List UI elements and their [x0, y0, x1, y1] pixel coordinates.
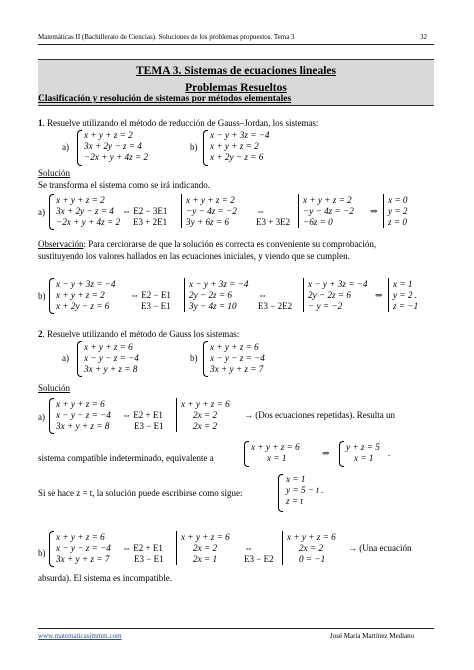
p2-param-text: Si se hace z = t, la solución puede escribirse como sigue:	[38, 488, 243, 498]
p2-sa-system-1: x + y + z = 6 x − y − z = −4 3x + y + z = 8	[56, 399, 111, 431]
p2-a-brace	[77, 341, 82, 377]
header-rule	[38, 44, 434, 45]
p1-sa-system-4: x = 0 y = 2 z = 0	[388, 195, 408, 227]
p2-b-brace	[203, 341, 208, 377]
p2-sb-label: b)	[38, 548, 46, 558]
p2-solution-label: Solución	[38, 383, 71, 393]
p1-sa-bracket-2	[181, 194, 182, 228]
p1-b-label: b)	[190, 142, 198, 152]
p2-compat-brace-1	[244, 441, 249, 467]
p1-observation-2: sustituyendo los valores hallados en las ecuaciones iniciales, y viendo que se cumplen.	[38, 251, 350, 261]
p1-solution-intro: Se transforma el sistema como se irá indicando.	[38, 180, 210, 190]
p1-sb-op2-a: ⇔	[258, 290, 267, 300]
p1-observation-1: Observación: Para cerciorarse de que la solución es correcta es conveniente su comprobación,	[38, 239, 377, 249]
p1-sb-brace-1	[49, 278, 54, 314]
p1-sb-bracket-3	[303, 278, 304, 312]
p2-compat-system-2: y + z = 5 x = 1	[346, 442, 380, 463]
p2-compat-brace-2	[339, 441, 344, 467]
p1-sa-brace-1	[49, 194, 54, 230]
problem-1-statement: 1. Resuelve utilizando el método de reducción de Gauss–Jordan, los sistemas:	[38, 118, 319, 128]
p1-sa-system-1: x + y + z = 2 3x + 2y − z = 4 −2x + y + 4z = 2	[56, 195, 121, 227]
p1-sb-system-3: x − y + 3z = −4 2y − 2z = 6 − y = −2	[308, 279, 368, 311]
p2-sb-note: → (Una ecuación	[348, 543, 412, 553]
p1-a-brace	[77, 130, 82, 166]
footer-rule	[38, 628, 434, 629]
p1-sa-label: a)	[38, 207, 45, 217]
p2-sb-op1-b: E3 − E1	[134, 554, 164, 564]
p2-sa-bracket-2	[176, 398, 177, 432]
p1-sa-system-2: x + y + z = 2 −y − 4z = −2 3y + 6z = 6	[186, 195, 237, 227]
p2-sb-system-3: x + y + z = 6 2x = 2 0 = −1	[287, 532, 336, 564]
p1-sa-op2-a: ⇔	[256, 206, 265, 216]
section-heading: Clasificación y resolución de sistemas por métodos elementales	[38, 94, 292, 104]
p2-b-label: b)	[190, 353, 198, 363]
p2-b-system: x + y + z = 6 x − y − z = −4 3x + y + z = 7	[210, 342, 265, 374]
title-line-2: Problemas Resueltos	[185, 82, 287, 94]
p1-sa-system-3: x + y + z = 2 −y − 4z = −2 −6z = 0	[303, 195, 354, 227]
p1-sa-op2-b: E3 + 3E2	[256, 217, 291, 227]
p1-sb-system-2: x − y + 3z = −4 2y − 2z = 6 3y − 4z = 10	[189, 279, 249, 311]
p2-a-label: a)	[62, 353, 69, 363]
p1-solution-label: Solución	[38, 168, 71, 178]
p2-a-system: x + y + z = 6 x − y − z = −4 3x + y + z = 8	[84, 342, 139, 374]
p2-sb-bracket-3	[282, 531, 283, 565]
p1-sb-op1-b: E3 − E1	[141, 301, 171, 311]
p2-compat-op: ⇒	[322, 448, 330, 458]
p2-sa-label: a)	[38, 412, 45, 422]
title-line-1: TEMA 3. Sistemas de ecuaciones lineales	[136, 65, 336, 77]
p2-sb-op1-a: ⇔ E2 + E1	[122, 543, 163, 553]
problem-1-number: 1	[38, 118, 43, 128]
p2-sb-op2-a: ⇔	[244, 543, 253, 553]
p2-sb-op2-b: E3 − E2	[244, 554, 274, 564]
p1-sb-op3: ⇒	[375, 290, 383, 300]
p2-compat-text: sistema compatible indeterminado, equivalente a	[38, 453, 214, 463]
p1-sa-op3: ⇒	[370, 206, 378, 216]
running-header: Matemáticas II (Bachillerato de Ciencias). Soluciones de los problemas propuestos. Tema 3	[38, 33, 295, 41]
p1-sa-op1-a: ⇔ E2 − 3E1	[122, 206, 168, 216]
p2-sb-system-2: x + y + z = 6 2x = 2 2x = 1	[181, 532, 230, 564]
footer-link[interactable]: www.matematicasjmmm.com	[38, 632, 122, 640]
p1-b-brace	[203, 130, 208, 166]
p2-compat-end: .	[388, 448, 391, 458]
p2-sa-note: → (Dos ecuaciones repetidas). Resulta un	[244, 410, 395, 420]
p2-sa-brace-1	[49, 398, 54, 434]
p2-sa-system-2: x + y + z = 6 2x = 2 2x = 2	[181, 399, 230, 431]
p1-b-system: x − y + 3z = −4 x + y + z = 2 x + 2y − z = 6	[210, 130, 270, 162]
p1-sb-op1-a: ⇔ E2 − E1	[130, 290, 171, 300]
p2-param-system: x = 1 y = 5 − t . z = t	[286, 474, 324, 506]
p1-sb-bracket-2	[184, 278, 185, 312]
problem-2-number: 2	[38, 329, 43, 339]
p2-sb-brace-1	[49, 531, 54, 567]
p2-sa-op1-b: E3 − E1	[134, 421, 164, 431]
p2-sa-op1-a: ⇔ E2 + E1	[122, 410, 163, 420]
footer-author: José María Martínez Mediano	[330, 632, 415, 640]
p1-sa-op1-b: E3 + 2E1	[133, 217, 168, 227]
p1-sa-bracket-3	[298, 194, 299, 228]
p1-sa-bracket-4	[383, 194, 384, 228]
p2-param-brace	[278, 474, 283, 512]
problem-2-statement: 2. Resuelve utilizando el método de Gauss los sistemas:	[38, 329, 240, 339]
p1-a-system: x + y + z = 2 3x + 2y − z = 4 −2x + y + 4z = 2	[84, 130, 149, 162]
p1-sb-label: b)	[38, 291, 46, 301]
p1-sb-bracket-4	[388, 278, 389, 312]
p2-sb-end: absurda). El sistema es incompatible.	[38, 573, 172, 583]
p1-sb-system-4: x = 1 y = 2 . z = −1	[393, 279, 419, 311]
p2-compat-system-1: x + y + z = 6 x = 1	[251, 442, 300, 463]
p1-a-label: a)	[62, 142, 69, 152]
p2-sb-bracket-2	[176, 531, 177, 565]
p1-sb-op2-b: E3 − 2E2	[258, 301, 293, 311]
p1-sb-system-1: x − y + 3z = −4 x + y + z = 2 x + 2y − z = 6	[56, 279, 116, 311]
p2-sb-system-1: x + y + z = 6 x − y − z = −4 3x + y + z = 7	[56, 532, 111, 564]
page-number: 32	[420, 33, 427, 41]
